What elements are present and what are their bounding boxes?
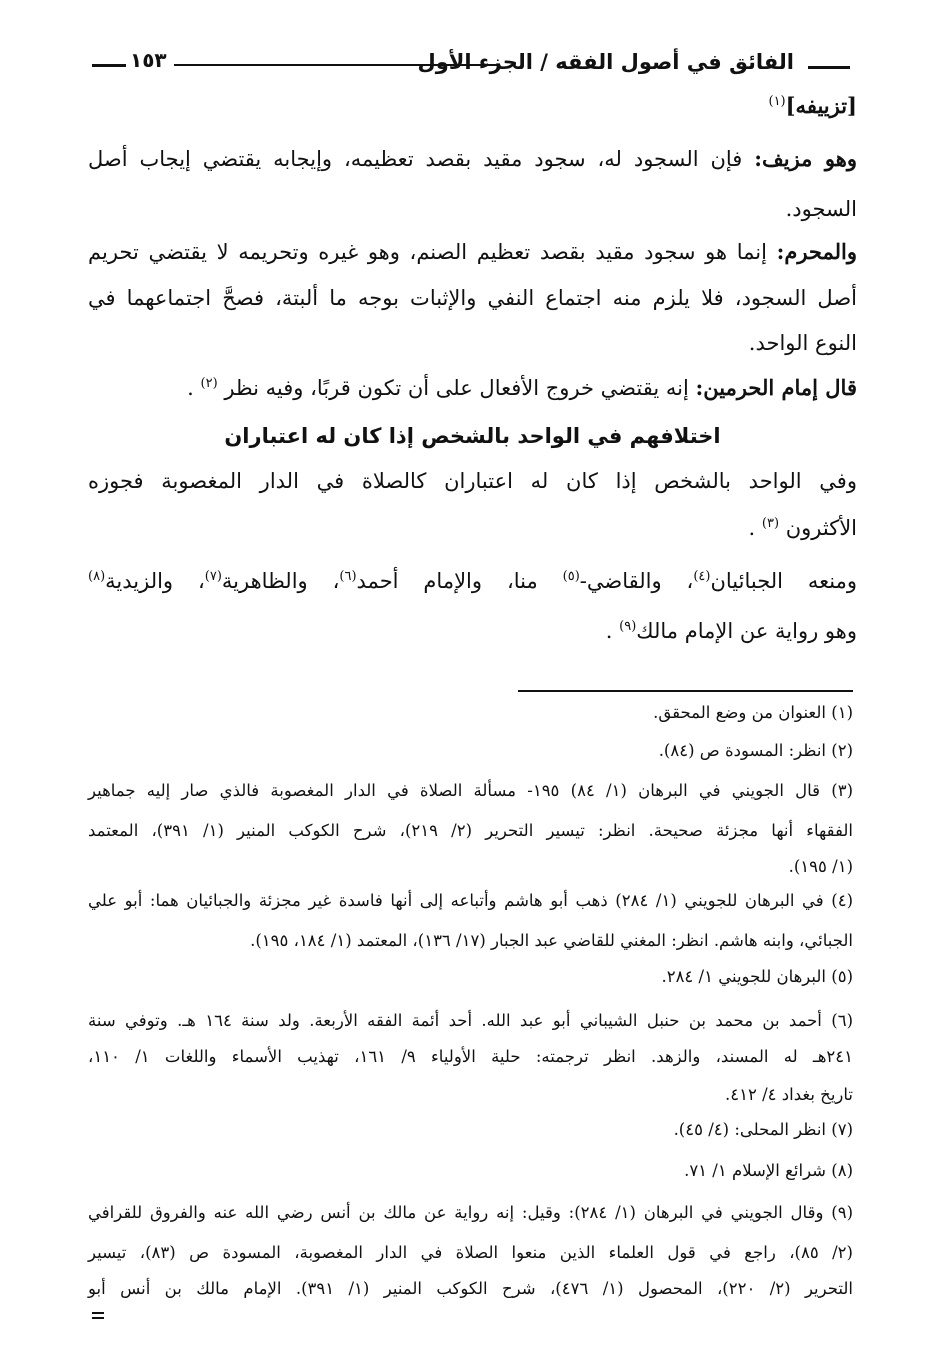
paragraph-5-line-1 xyxy=(88,565,857,597)
paragraph-2-line-3: النوع الواحد. xyxy=(748,331,857,355)
footnote-7: (٧) انظر المحلى: (٤/ ٤٥). xyxy=(673,1120,853,1139)
footnote-5: (٥) البرهان للجويني ١/ ٢٨٤. xyxy=(661,967,853,986)
footnote-6-line-3: تاريخ بغداد ٤/ ٤١٢. xyxy=(725,1085,853,1104)
footnote-ref-5[interactable]: (٥) xyxy=(562,569,580,584)
paragraph-3-lead: قال إمام الحرمين: xyxy=(695,375,857,400)
paragraph-3-end: . xyxy=(187,376,201,400)
footnote-1: (١) العنوان من وضع المحقق. xyxy=(653,703,853,722)
paragraph-4-end: . xyxy=(748,516,762,540)
paragraph-2-text: إنما هو سجود مقيد بقصد تعظيم الصنم، وهو غيره وتحريمه لا يقتضي تحريم xyxy=(88,240,777,264)
paragraph-5-line-2 xyxy=(606,615,857,647)
continuation-mark-top xyxy=(92,1312,104,1314)
running-title: الفائق في أصول الفقه / الجزء الأول xyxy=(417,50,794,74)
paragraph-1-line-2: السجود. xyxy=(785,197,857,221)
continuation-mark-bottom xyxy=(92,1317,104,1319)
paragraph-2-line-1 xyxy=(88,236,857,268)
footnote-ref-2[interactable]: (٢) xyxy=(200,376,218,391)
section-heading: اختلافهم في الواحد بالشخص إذا كان له اعتباران xyxy=(224,424,721,448)
paragraph-3 xyxy=(187,372,857,404)
footnote-3-line-1: (٣) قال الجويني في البرهان (١/ ٨٤) ١٩٥- مسألة الصلاة في الدار المغصوبة فالذي صار إليه جماهير xyxy=(88,781,854,800)
footnote-ref-9[interactable]: (٩) xyxy=(619,619,637,634)
paragraph-1-line-1 xyxy=(88,143,857,175)
footnote-6-line-2: ٢٤١هـ له المسند، والزهد. انظر ترجمته: حلية الأولياء ٩/ ١٦١، تهذيب الأسماء واللغات ١/ ١١٠، xyxy=(88,1047,853,1066)
bracket-title: [تزييفه] xyxy=(785,93,857,118)
footnote-ref-3[interactable]: (٣) xyxy=(761,516,780,531)
paragraph-1-lead: وهو مزيف: xyxy=(754,146,857,171)
running-header xyxy=(92,44,850,84)
footnote-ref-7[interactable]: (٧) xyxy=(204,569,222,584)
p5-qadi: ، والقاضي- xyxy=(579,569,694,593)
paragraph-4-line-2 xyxy=(749,512,857,544)
footnote-6-line-1: (٦) أحمد بن محمد بن حنبل الشيباني أبو عبد الله. أحد أئمة الفقه الأربعة. ولد سنة ١٦٤ هـ. وتوفي سنة xyxy=(88,1011,853,1030)
footnote-4-line-1: (٤) في البرهان للجويني (١/ ٢٨٤) ذهب أبو هاشم وأتباعه إلى أنها فاسدة غير مجزئة والجبائيان هما: أبو علي xyxy=(88,891,853,910)
paragraph-3-text: إنه يقتضي خروج الأفعال على أن تكون قربًا، وفيه نظر xyxy=(224,376,696,400)
footnote-9-line-3: التحرير (٢/ ٢٢٠)، المحصول (١/ ٤٧٦)، شرح الكوكب المنير (١/ ٣٩١). الإمام مالك بن أنس أبو xyxy=(88,1279,853,1298)
paragraph-4-text: الأكثرون xyxy=(785,516,857,540)
paragraph-2-lead: والمحرم: xyxy=(776,239,857,264)
footnote-4-line-2: الجبائي، وابنه هاشم. انظر: المغني للقاضي عبد الجبار (١٧/ ١٣٦)، المعتمد (١/ ١٨٤، ١٩٥). xyxy=(250,931,853,950)
paragraph-1-text: فإن السجود له، سجود مقيد بقصد تعظيمه، وإيجابه يقتضي إيجاب أصل xyxy=(88,147,755,171)
p5-zahiriyya: ، والظاهرية xyxy=(221,569,340,593)
paragraph-5-end: . xyxy=(605,619,620,643)
section-title-tazyif xyxy=(768,90,857,122)
footnote-ref-4[interactable]: (٤) xyxy=(693,569,711,584)
p5-jubbaiyan: ومنعه الجبائيان xyxy=(710,569,858,593)
paragraph-4-line-1: وفي الواحد بالشخص إذا كان له اعتباران كالصلاة في الدار المغصوبة فجوزه xyxy=(88,469,857,493)
footnote-separator xyxy=(518,690,853,692)
page-number: ١٥٣ xyxy=(130,48,167,72)
footnote-9-line-2: (٢/ ٨٥)، راجع في قول العلماء الذين منعوا الصلاة في الدار المغصوبة، المسودة ص (٨٣)، تيسير xyxy=(88,1243,853,1262)
p5-zaydiyya: ، والزيدية xyxy=(105,569,205,593)
footnote-8: (٨) شرائع الإسلام ١/ ٧١. xyxy=(684,1161,853,1180)
header-rule-left xyxy=(92,64,126,67)
footnote-ref-8[interactable]: (٨) xyxy=(88,569,106,584)
footnote-9-line-1: (٩) وقال الجويني في البرهان (١/ ٢٨٤): وقيل: إنه رواية عن مالك بن أنس رضي الله عنه والفروق للقرافي xyxy=(88,1203,853,1222)
footnote-ref-6[interactable]: (٦) xyxy=(339,569,357,584)
paragraph-2-line-2: أصل السجود، فلا يلزم منه اجتماع النفي والإثبات بوجه ما ألبتة، فصحَّ اجتماعهما في xyxy=(88,286,857,310)
footnote-3-line-3: (١/ ١٩٥). xyxy=(788,857,853,876)
footnote-3-line-2: الفقهاء أنها مجزئة صحيحة. انظر: تيسير التحرير (٢/ ٢١٩)، شرح الكوكب المنير (١/ ٣٩١)، المعتمد xyxy=(88,821,853,840)
header-rule-middle xyxy=(174,64,500,66)
p5-ahmad: منا، والإمام أحمد xyxy=(356,569,563,593)
p5-malik: وهو رواية عن الإمام مالك xyxy=(636,619,857,643)
header-rule-right xyxy=(808,66,850,69)
footnote-2: (٢) انظر: المسودة ص (٨٤). xyxy=(658,741,853,760)
footnote-ref-1[interactable]: (١) xyxy=(768,94,786,109)
